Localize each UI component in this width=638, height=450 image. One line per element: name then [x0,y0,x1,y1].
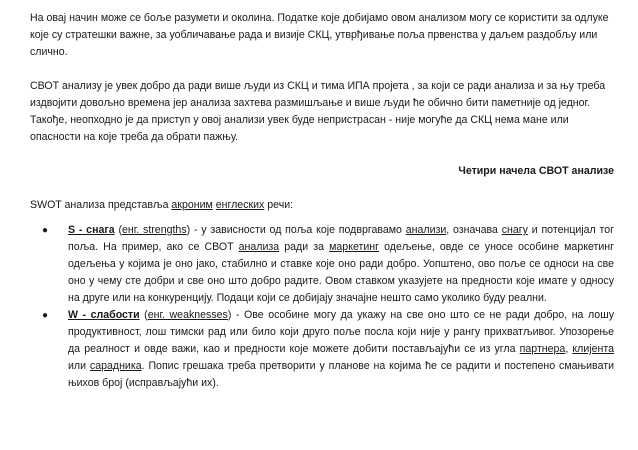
bullet-weaknesses [30,307,614,392]
document-page [30,10,614,392]
section-heading: Четири начела СВОТ анализе [458,165,614,177]
swot-bullet-list [30,222,614,392]
intro-text: речи: [264,199,294,211]
english-term: енг. weaknesses [147,309,228,321]
body-text: ради за [279,241,330,253]
analysis-link[interactable]: анализи [405,224,447,236]
strength-link[interactable]: снагу [501,224,528,236]
client-link[interactable]: клијента [572,343,614,355]
paren-text: ( [139,309,148,321]
bullet-dot-icon: ● [41,225,49,236]
english-link[interactable]: енглеских [215,199,265,211]
acronym-link[interactable]: акроним [171,199,213,211]
marketing-link[interactable]: маркетинг [329,241,379,253]
english-term: енг. strengths [122,224,187,236]
intro-paragraph [30,197,614,214]
body-text: , [565,343,573,355]
body-text: . Попис грешака треба претворити у планове на којима ће се радити и постепено смањивати њихов број (исправљајући их). [68,360,614,389]
analysis-link[interactable]: анализа [238,241,280,253]
bullet-dot-icon: ● [41,310,49,321]
partner-link[interactable]: партнера [519,343,566,355]
paren-text: ( [114,224,122,236]
term-strengths: S - снага [68,224,115,236]
paragraph-gap [30,146,614,163]
body-text: одељење, овде се уносе особине маркетинг одељења у којима је оно јако, стабилно и ставке које оно ради добро. Уопштено, ово поље се односи на све оно у чему сте добри и све оно што добро радите. Овом ставком указујете на предности које имате у односу на друге или на конкуренцију. Подаци који се добијају значајне нешто само уколико буду реални. [68,241,614,304]
paragraph-gap [30,180,614,197]
term-weaknesses: W - слабости [68,309,140,321]
body-text: - Ове особине могу да укажу на све оно што се не ради добро, на лошу продуктивност, лош тимски рад или било који друго поље посла који није у рангу прихватљивог. Упозорење да реалност и овде важи, као и предности које можете добити постављајући се из угла [68,309,614,355]
paren-text: ) [227,309,232,321]
intro-text: SWOT анализа представља [30,199,172,211]
body-text: , означава [446,224,502,236]
paragraph-gap [30,61,614,78]
paragraph-team-approach: СВОТ анализу је увек добро да ради више људи из СКЦ и тима ИПА пројета , за који се ради анализа и за њу треба издвојити довољно времена јер анализа захтева размишљање и више људи ће обично бити паметније од једног. Такође, неопходно је да приступ у овој анализи увек буде непристрасан - није могуће да СКЦ нема мане или опасности на које треба да обрати пажњу. [30,80,606,143]
paren-text: ) [186,224,191,236]
body-text: или [68,360,90,372]
paragraph-gap [30,214,614,222]
bullet-strengths [30,222,614,307]
body-text: и потенцијал тог поља. На пример, ако се СВОТ [68,224,615,253]
associate-link[interactable]: сарадника [89,360,142,372]
paragraph-analysis-purpose: На овај начин може се боље разумети и околина. Податке које добијамо овом анализом могу се користити за одлуке које су стратешки важне, за уобличавање рада и визије СКЦ, утврђивање поља првенства у даљем раздобљу или слично. [30,12,609,58]
body-text: - у зависности од поља које подвргавамо [190,224,406,236]
